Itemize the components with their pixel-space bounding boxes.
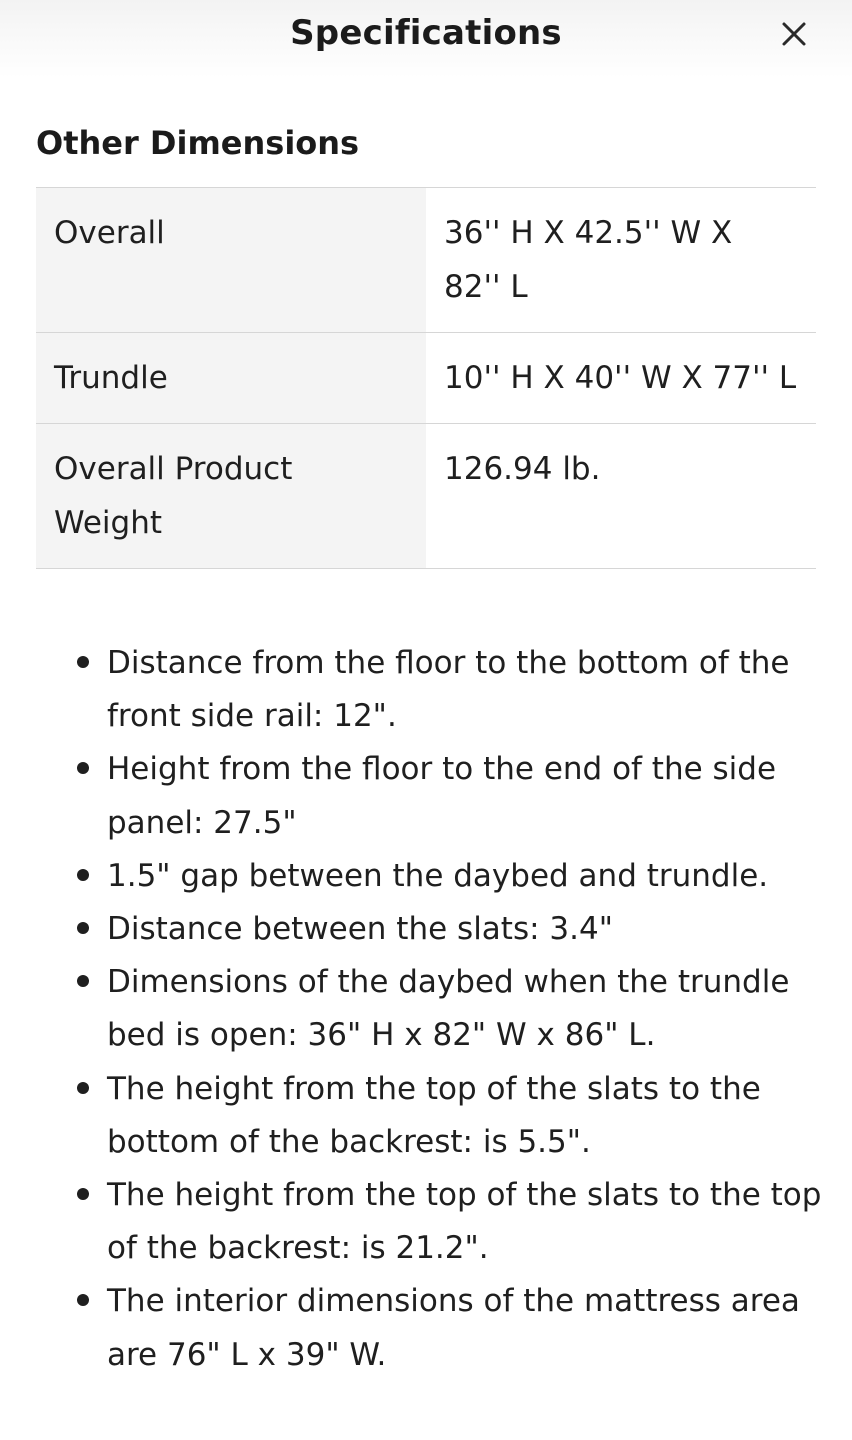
bullet-icon [77,656,89,668]
close-button[interactable] [776,16,812,52]
table-row [36,333,816,424]
modal-title: Specifications [290,13,562,53]
table-row [36,188,816,333]
bullet-icon [77,975,89,987]
dimension-value: 36'' H X 42.5'' W X 82'' L [426,188,816,333]
note-text: Dimensions of the daybed when the trundle bed is open: 36" H x 82" W x 86" L. [107,964,790,1054]
dimensions-table [36,187,816,569]
list-item [0,1169,852,1275]
note-text: The height from the top of the slats to the top of the backrest: is 21.2". [107,1177,822,1267]
dimension-label: Trundle [36,333,426,424]
note-text: The interior dimensions of the mattress area are 76" L x 39" W. [107,1283,800,1373]
bullet-icon [77,869,89,881]
list-item [0,850,852,903]
dimension-value: 126.94 lb. [426,424,816,569]
table-row [36,424,816,569]
list-item [0,637,852,743]
dimension-value: 10'' H X 40'' W X 77'' L [426,333,816,424]
note-text: Distance between the slats: 3.4" [107,911,613,948]
note-text: Height from the floor to the end of the side panel: 27.5" [107,751,777,841]
list-item [0,903,852,956]
section-title: Other Dimensions [36,124,360,162]
close-icon [776,16,812,52]
modal-header [0,0,852,78]
note-text: The height from the top of the slats to the bottom of the backrest: is 5.5". [107,1070,761,1160]
bullet-icon [77,922,89,934]
bullet-icon [77,1294,89,1306]
dimension-label: Overall Product Weight [36,424,426,569]
note-text: Distance from the floor to the bottom of the front side rail: 12". [107,645,790,735]
note-text: 1.5" gap between the daybed and trundle. [107,857,769,894]
list-item [0,1063,852,1169]
list-item [0,956,852,1062]
list-item [0,743,852,849]
list-item [0,1275,852,1381]
dimension-label: Overall [36,188,426,333]
bullet-icon [77,1188,89,1200]
notes-list [0,637,852,1382]
bullet-icon [77,762,89,774]
bullet-icon [77,1082,89,1094]
